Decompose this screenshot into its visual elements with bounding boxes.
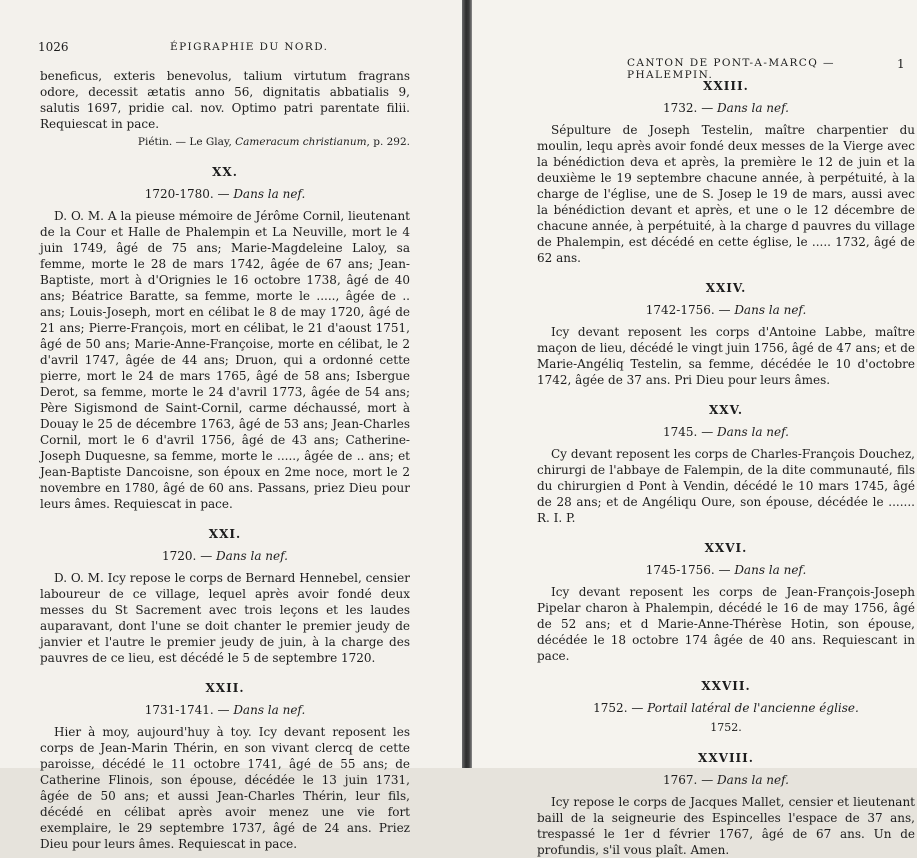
left-page-body (40, 68, 410, 852)
section-number: XXI. (208, 527, 242, 541)
inscription-section (40, 526, 410, 666)
intro-paragraph: beneficus, exteris benevolus, talium virtutum fragrans odore, decessit ætatis anno 56, dignitatis abbatialis 9, salutis 1697, pridie cal. nov. Optimo patri parentate filii. Requiescat in pace. (40, 69, 410, 131)
section-subtitle: 1745. — Dans la nef. (663, 425, 789, 439)
section-number: XXVI. (704, 541, 748, 555)
section-subtitle: 1752. — Portail latéral de l'ancienne église. (593, 701, 859, 715)
section-number: XXVII. (701, 679, 751, 693)
section-subtitle: 1745-1756. — Dans la nef. (645, 563, 807, 577)
section-number: XXII. (205, 681, 245, 695)
source-citation: Piétin. — Le Glay, Cameracum christianum, p. 292. (137, 136, 410, 148)
inscription-section (537, 78, 915, 266)
inscription-section (537, 540, 915, 664)
inscription-section (537, 678, 915, 736)
inscription-text: Icy repose le corps de Jacques Mallet, censier et lieutenant baill de la seigneurie des Espincelles l'espace de 37 ans, trespassé le 1er d février 1767, âgé de 67 ans. Un de profundis, s'il vous plaît. Amen. (537, 795, 915, 857)
section-number: XXVIII. (698, 751, 754, 765)
inscription-text: Icy devant reposent les corps de Jean-François-Joseph Pipelar charon à Phalempin, décédé le 16 de may 1756, âgé de 52 ans; et d Marie-Anne-Thérèse Hotin, son épouse, décédée le 18 octobre 174 âgée de 40 ans. Requiescant in pace. (537, 585, 915, 663)
section-subtitle: 1742-1756. — Dans la nef. (645, 303, 807, 317)
inscription-text: Hier à moy, aujourd'huy à toy. Icy devant reposent les corps de Jean-Marin Thérin, en son vivant clercq de cette paroisse, décédé le 11 octobre 1741, âgé de 55 ans; de Catherine Flinois, son épouse, décédée le 13 juin 1731, âgée de 50 ans; et aussi Jean-Charles Thérin, leur fils, décédé en célibat après avoir menez une vie fort exemplaire, le 29 septembre 1737, âgé de 24 ans. Priez Dieu pour leurs âmes. Requiescat in pace. (40, 725, 410, 851)
section-subtitle: 1731-1741. — Dans la nef. (144, 703, 306, 717)
right-page (472, 0, 917, 857)
section-subtitle: 1720. — Dans la nef. (162, 549, 288, 563)
inscription-date: 1752. (710, 721, 742, 734)
section-number: XX. (212, 165, 238, 179)
section-number: XXIV. (705, 281, 747, 295)
inscription-section (537, 750, 915, 858)
page-number: 1026 (38, 40, 69, 54)
section-number: XXIII. (703, 79, 749, 93)
inscription-text: D. O. M. A la pieuse mémoire de Jérôme Cornil, lieutenant de la Cour et Halle de Phalempin et La Neuville, mort le 4 juin 1749, âgé de 75 ans; Marie-Magdeleine Laloy, sa femme, morte le 28 de mars 1742, âgée de 67 ans; Jean-Baptiste, mort à d'Orignies le 16 octobre 1738, âgé de 40 ans; Béatrice Baratte, sa femme, morte le ....., âgée de .. ans; Louis-Joseph, mort en célibat le 8 de may 1720, âgé de 21 ans; Pierre-François, mort en célibat, le 21 d'aoust 1751, âgé de 50 ans; Marie-Anne-Françoise, morte en célibat, le 2 d'avril 1747, âgée de 44 ans; Druon, qui a ordonné cette pierre, mort le 24 de mars 1765, âgé de 58 ans; Isbergue Derot, sa femme, morte le 24 d'avril 1773, âgée de 54 ans; Père Sigismond de Saint-Cornil, carme déchaussé, mort à Douay le 25 de décembre 1763, âgé de 53 ans; Jean-Charles Cornil, mort le 6 d'avril 1756, âgé de 43 ans; Catherine-Joseph Duquesne, sa femme, morte le ....., âgée de .. ans; et Jean-Baptiste Dancoisne, son époux en 2me noce, mort le 2 novembre en 1780, âgé de 60 ans. Passans, priez Dieu pour leurs âmes. Requiescat in pace. (40, 209, 410, 511)
inscription-text: D. O. M. Icy repose le corps de Bernard Hennebel, censier laboureur de ce village, lequel après avoir fondé deux messes du St Sacrement avec trois leçons et les laudes auparavant, dont l'une se doit chanter le premier jeudy de janvier et l'autre le premier jeudy de juin, à la charge des pauvres de ce lieu, est décédé le 5 de septembre 1720. (40, 571, 410, 665)
inscription-text: Cy devant reposent les corps de Charles-François Douchez, chirurgi de l'abbaye de Falempin, de la dite communauté, fils du chirurgien d Pont à Vendin, décédé le 10 mars 1745, âgé de 28 ans; et de Angéliqu Oure, son épouse, décédée le ....... R. I. P. (537, 447, 915, 525)
inscription-section (40, 680, 410, 852)
running-header: ÉPIGRAPHIE DU NORD. (170, 41, 329, 53)
inscription-section (537, 280, 915, 388)
inscription-section (537, 402, 915, 526)
section-subtitle: 1720-1780. — Dans la nef. (144, 187, 306, 201)
section-subtitle: 1767. — Dans la nef. (663, 773, 789, 787)
left-page (0, 0, 462, 851)
right-page-body (537, 78, 915, 858)
book-gutter (462, 0, 472, 768)
running-header: CANTON DE PONT-A-MARCQ — PHALEMPIN. (627, 57, 835, 81)
page-number: 1 (897, 57, 905, 71)
inscription-text: Icy devant reposent les corps d'Antoine Labbe, maître maçon de lieu, décédé le vingt juin 1756, âgé de 47 ans; et de Marie-Angéliq Testelin, sa femme, décédée le 10 d'octobre 1742, âgée de 37 ans. Pri Dieu pour leurs âmes. (537, 325, 915, 387)
inscription-section (40, 164, 410, 512)
section-subtitle: 1732. — Dans la nef. (663, 101, 789, 115)
section-number: XXV. (708, 403, 743, 417)
inscription-text: Sépulture de Joseph Testelin, maître charpentier du moulin, lequ après avoir fondé deux messes de la Vierge avec la bénédiction deva et après, la première le 12 de juin et la deuxième le 19 septembre chacune année, à perpétuité, à la charge de l'église, une de S. Josep le 19 de mars, aussi avec la bénédiction devant et après, et une o le 12 décembre de chacune année, à perpétuité, à la charge d pauvres du village de Phalempin, est décédé en cette église, le ..... 1732, âgé de 62 ans. (537, 123, 915, 265)
